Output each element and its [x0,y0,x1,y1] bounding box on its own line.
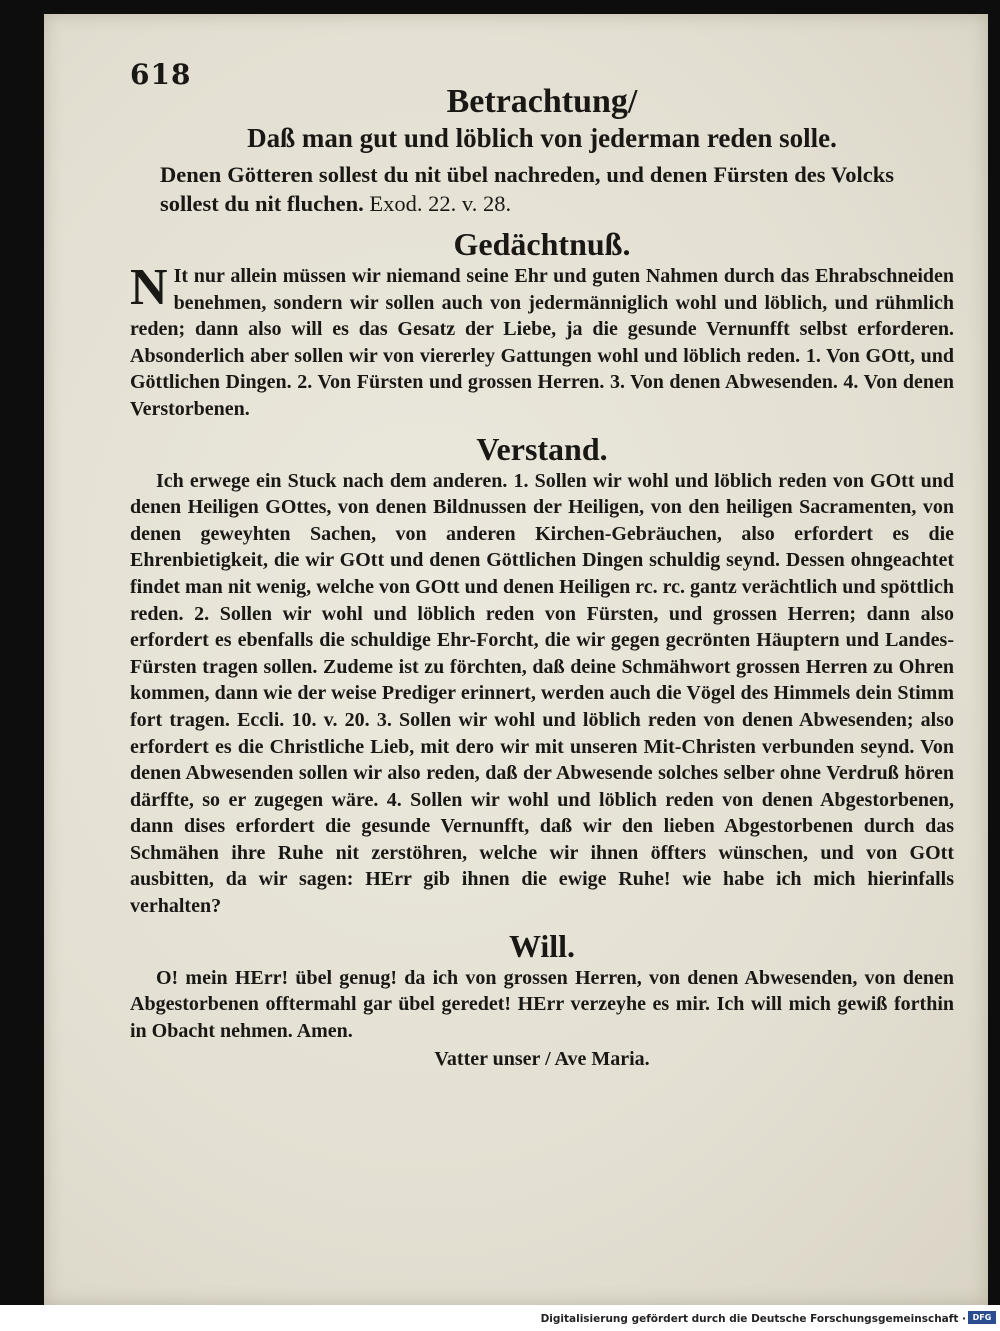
digitization-footer [0,1305,1000,1331]
section-text-will [130,965,954,1045]
book-page [44,14,988,1305]
drop-cap-initial: N [130,259,168,316]
section-text-verstand [130,468,954,920]
motto [130,160,954,218]
section-body-verstand: Ich erwege ein Stuck nach dem anderen. 1. Sollen wir wohl und löblich reden von GOtt und denen Heiligen GOttes, von denen Bildnussen der Heiligen, von den heiligen Sacramenten, von denen geweyhten Sachen, von anderen Kirchen-Gebräuchen, also erfordert es die Ehrenbietigkeit, die wir GOtt und denen Göttlichen Dingen schuldig seynd. Dessen ohngeachtet findet man nit wenig, welche von GOtt und denen Heiligen rc. rc. gantz verächtlich und spöttlich reden. 2. Sollen wir wohl und löblich reden von Fürsten, und grossen Herren; dann also erfordert es ebenfalls die schuldige Ehr-Forcht, die wir gegen gecrönten Häuptern und Landes-Fürsten tragen sollen. Zudeme ist zu förchten, daß deine Schmähwort grossen Herren zu Ohren kommen, dann wie der weise Prediger erinnert, werden auch die Vögel des Himmels dein Stimm fort tragen. Eccli. 10. v. 20. 3. Sollen wir wohl und löblich reden von denen Abwesenden; also erfordert es die Christliche Lieb, mit dero wir mit unseren Mit-Christen verbunden seynd. Von denen Abwesenden sollen wir also reden, daß der Abwesende solches selber ohne Verdruß hören därffte, so er zugegen wäre. 4. Sollen wir wohl und löblich reden von denen Abgestorbenen, dann dises erfordert die gesunde Vernunfft, daß wir den lieben Abgestorbenen durch das Schmähen ihre Ruhe nit zerstöhren, welche wir ihnen öffters wünschen, und von GOtt ausbitten, da wir sagen: HErr gib ihnen die ewige Ruhe! wie habe ich mich hierinfalls verhalten? [130,469,954,918]
page-content [130,58,954,1071]
section-body-gedaechtnuss: It nur allein müssen wir niemand seine Ehr und guten Nahmen durch das Ehrabschneiden benehmen, sondern wir sollen auch von jedermänniglich wohl und löblich, und rühmlich reden; dann also will es das Gesatz der Liebe, ja die gesunde Vernunfft selbst erforderen. Absonderlich aber sollen wir von viererley Gattungen wohl und löblich reden. 1. Von GOtt, und Göttlichen Dingen. 2. Von Fürsten und grossen Herren. 3. Von denen Abwesenden. 4. Von denen Verstorbenen. [130,265,954,420]
funding-credit: Digitalisierung gefördert durch die Deutsche Forschungsgemeinschaft · [540,1313,966,1325]
page-number: 618 [130,58,192,91]
motto-text: Denen Götteren sollest du nit übel nachreden, und denen Fürsten des Volcks sollest du nit fluchen. [160,162,894,216]
section-text-gedaechtnuss [130,259,954,423]
closing-prayer: Vatter unser / Ave Maria. [434,1048,650,1071]
section-heading-verstand: Verstand. [476,430,608,467]
section-heading-will: Will. [508,927,576,964]
section-heading-gedaechtnuss: Gedächtnuß. [453,226,631,262]
page-title: Betrachtung/ [446,83,638,120]
section-body-will: O! mein HErr! übel genug! da ich von grossen Herren, von denen Abwesenden, von denen Abgestorbenen offtermahl gar übel geredet! HErr verzeyhe es mir. Ich will mich gewiß forthin in Obacht nehmen. Amen. [130,966,954,1042]
motto-reference: Exod. 22. v. 28. [369,191,512,216]
page-subtitle: Daß man gut und löblich von jederman reden solle. [247,123,837,153]
dfg-logo-icon: DFG [968,1311,996,1324]
